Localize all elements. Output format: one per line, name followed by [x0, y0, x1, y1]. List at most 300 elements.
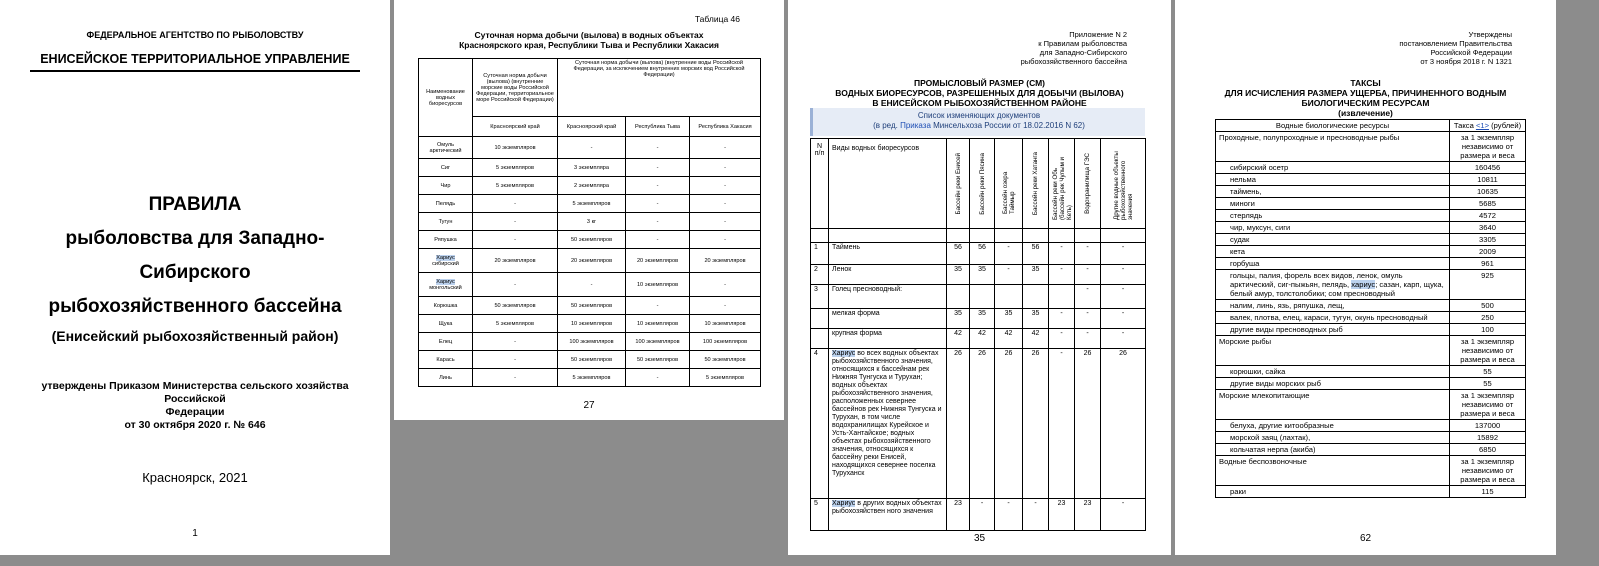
- species-cell: [829, 265, 947, 285]
- species-text: Таймень: [832, 244, 860, 251]
- size-cell: 26: [1101, 349, 1146, 499]
- norm-cell: -: [690, 137, 761, 159]
- table-row: [419, 231, 761, 249]
- resource-text: раки: [1230, 487, 1247, 496]
- resource-text: стерлядь: [1230, 211, 1263, 220]
- rate-cell: за 1 экземпляр независимо от размера и веса: [1450, 390, 1526, 420]
- resource-cell: [1216, 312, 1450, 324]
- norm-cell: 50 экземпляров: [558, 297, 626, 315]
- table-row: [811, 329, 1146, 349]
- norm-cell: -: [626, 195, 690, 213]
- resource-cell: [1216, 390, 1450, 420]
- table-row: [419, 333, 761, 351]
- resource-cell: [1216, 132, 1450, 162]
- table-row: [419, 351, 761, 369]
- species-cell: [419, 249, 473, 273]
- table-row: [1216, 222, 1526, 234]
- size-cell: 42: [970, 329, 995, 349]
- changes-suffix: Минсельхоза России от 18.02.2016 N 62): [930, 121, 1085, 130]
- resource-cell: [1216, 186, 1450, 198]
- rate-suffix: (рублей): [1489, 121, 1522, 130]
- resource-cell: [1216, 300, 1450, 312]
- table-row: [1216, 366, 1526, 378]
- table-row: [1216, 174, 1526, 186]
- footnote-link[interactable]: <1>: [1475, 121, 1490, 130]
- department-name: ЕНИСЕЙСКОЕ ТЕРРИТОРИАЛЬНОЕ УПРАВЛЕНИЕ: [30, 50, 360, 72]
- size-cell: 56: [947, 243, 970, 265]
- rate-cell: 3640: [1450, 222, 1526, 234]
- size-cell: -: [1023, 499, 1049, 531]
- species-cell: [829, 285, 947, 309]
- changes-box: [810, 108, 1145, 136]
- rate-prefix: Такса: [1453, 121, 1476, 130]
- rate-cell: 2009: [1450, 246, 1526, 258]
- size-cell: -: [995, 499, 1023, 531]
- row-number: 4: [811, 349, 829, 499]
- norm-cell: -: [626, 213, 690, 231]
- title-line: рыболовства для Западно-: [65, 228, 325, 249]
- norm-cell: 20 экземпляров: [626, 249, 690, 273]
- subheader: Красноярский край: [473, 117, 558, 137]
- species-cell: [829, 349, 947, 499]
- rate-cell: 10635: [1450, 186, 1526, 198]
- basin-label: Бассейн реки Пясина: [978, 152, 986, 215]
- row-number: [811, 309, 829, 329]
- size-cell: 23: [947, 499, 970, 531]
- size-cell: 35: [1023, 265, 1049, 285]
- page-number: 27: [583, 400, 595, 411]
- norm-cell: 10 экземпляров: [558, 315, 626, 333]
- size-cell: 35: [947, 265, 970, 285]
- norm-cell: -: [473, 333, 558, 351]
- norm-cell: 10 экземпляров: [690, 315, 761, 333]
- header-internal: Суточная норма добычи (вылова) (внутренние морские воды Российской Федерации, территориальное море Российской Федерации): [473, 59, 558, 117]
- rate-cell: 115: [1450, 486, 1526, 498]
- heading-line: БИОЛОГИЧЕСКИМ РЕСУРСАМ: [1301, 98, 1430, 108]
- damage-rates-table: [1215, 119, 1526, 498]
- order-link[interactable]: Приказа: [900, 121, 931, 130]
- table-row: [1216, 312, 1526, 324]
- size-cell: -: [1101, 309, 1146, 329]
- resource-cell: [1216, 420, 1450, 432]
- resource-text: кета: [1230, 247, 1245, 256]
- appendix-note: [1021, 30, 1127, 66]
- resource-text: налим, линь, язь, ряпушка, лещ,: [1230, 301, 1345, 310]
- norm-cell: -: [690, 297, 761, 315]
- norm-cell: 3 экземпляра: [558, 159, 626, 177]
- resource-cell: [1216, 444, 1450, 456]
- rate-cell: 5685: [1450, 198, 1526, 210]
- page-title-sheet: [0, 0, 390, 555]
- title-line: Суточная норма добычи (вылова) в водных объектах: [474, 30, 704, 40]
- resource-cell: [1216, 162, 1450, 174]
- size-cell: 56: [1023, 243, 1049, 265]
- table-row: [811, 309, 1146, 329]
- resource-cell: [1216, 324, 1450, 336]
- species-cell: Линь: [419, 369, 473, 387]
- size-cell: 26: [947, 349, 970, 499]
- norm-cell: -: [690, 159, 761, 177]
- row-number: 2: [811, 265, 829, 285]
- norm-cell: 20 экземпляров: [690, 249, 761, 273]
- rate-cell: 10811: [1450, 174, 1526, 186]
- table-row: [1216, 300, 1526, 312]
- changes-ref: [813, 121, 1145, 131]
- title-line: Сибирского: [139, 262, 251, 283]
- size-cell: 26: [995, 349, 1023, 499]
- header-basin: [970, 139, 995, 229]
- header-rate: [1450, 120, 1526, 132]
- group-row: [1216, 336, 1526, 366]
- resource-cell: [1216, 210, 1450, 222]
- size-cell: -: [1101, 499, 1146, 531]
- norm-cell: -: [626, 159, 690, 177]
- species-rest: сибирский: [432, 260, 459, 267]
- header-species: Виды водных биоресурсов: [829, 139, 947, 229]
- size-cell: -: [1049, 243, 1075, 265]
- page-number: 35: [973, 533, 986, 544]
- norm-cell: -: [626, 369, 690, 387]
- changes-title: Список изменяющих документов: [917, 111, 1041, 120]
- title-line: Красноярского края, Республики Тыва и Республики Хакасия: [459, 40, 719, 50]
- size-cell: -: [1101, 329, 1146, 349]
- norm-cell: -: [626, 177, 690, 195]
- norm-cell: -: [473, 273, 558, 297]
- rate-cell: 100: [1450, 324, 1526, 336]
- size-cell: -: [1049, 349, 1075, 499]
- size-cell: 35: [947, 309, 970, 329]
- approval-line: утверждены Приказом Министерства сельского хозяйства Российской: [41, 380, 349, 405]
- size-cell: -: [1101, 285, 1146, 309]
- agency-name: ФЕДЕРАЛЬНОЕ АГЕНТСТВО ПО РЫБОЛОВСТВУ: [86, 30, 304, 40]
- header-basin: [1049, 139, 1075, 229]
- species-cell: [419, 273, 473, 297]
- norm-cell: -: [626, 231, 690, 249]
- rate-cell: 160456: [1450, 162, 1526, 174]
- table-row: [1216, 258, 1526, 270]
- resource-cell: [1216, 246, 1450, 258]
- species-text: Голец пресноводный:: [832, 286, 903, 293]
- resource-text: Проходные, полупроходные и пресноводные рыбы: [1219, 133, 1400, 142]
- norm-cell: 100 экземпляров: [558, 333, 626, 351]
- resource-text: другие виды пресноводных рыб: [1230, 325, 1343, 334]
- norm-cell: 5 экземпляров: [690, 369, 761, 387]
- norm-cell: -: [558, 273, 626, 297]
- section-heading: [808, 78, 1151, 108]
- table-row: [811, 499, 1146, 531]
- resource-cell: [1216, 486, 1450, 498]
- resource-text: другие виды морских рыб: [1230, 379, 1321, 388]
- subheader: Республика Хакасия: [690, 117, 761, 137]
- species-text: во всех водных объектах рыбохозяйственного значения, относящихся к бассейнам рек Нижняя Тунгуска и Турухан; водных объектах рыбохозяйственного значения, расположенных севернее бассейнов рек Нижняя Тунгуска и Турухан, в том числе водохранилищах Курейское и Усть-Хантайское; водных объектах рыбохозяйственного значения, относящихся к бассейну реки Енисей, находящихся севернее поселка Туруханск: [832, 350, 942, 477]
- header-resources: Водные биологические ресурсы: [1216, 120, 1450, 132]
- resource-text: чир, муксун, сиги: [1230, 223, 1291, 232]
- norm-cell: -: [690, 273, 761, 297]
- resource-text: сибирский осетр: [1230, 163, 1289, 172]
- resource-text: гольцы, палия, форель всех видов, ленок, омуль арктический, сиг-пыжьян, пелядь,: [1230, 271, 1403, 289]
- resource-text: судак: [1230, 235, 1250, 244]
- resource-text: горбуша: [1230, 259, 1260, 268]
- size-cell: [970, 285, 995, 309]
- resource-rest: ; сазан, карп, щука, белый амур, толстолобики; сом пресноводный: [1230, 280, 1444, 298]
- species-text: Ленок: [832, 266, 852, 273]
- title-line: ПРАВИЛА: [148, 194, 242, 215]
- size-cell: 26: [1023, 349, 1049, 499]
- norm-cell: 20 экземпляров: [473, 249, 558, 273]
- rate-cell: 250: [1450, 312, 1526, 324]
- table-row: [1216, 210, 1526, 222]
- header-n: N п/п: [811, 139, 829, 229]
- size-cell: [947, 285, 970, 309]
- table-row: [1216, 270, 1526, 300]
- resource-text: белуха, другие китообразные: [1230, 421, 1334, 430]
- empty-cell: [970, 229, 995, 243]
- resource-text: таймень,: [1230, 187, 1262, 196]
- species-text: в других водных объектах рыбохозяйствен ного значения: [832, 500, 942, 515]
- header-basin: [1101, 139, 1146, 229]
- rate-cell: 500: [1450, 300, 1526, 312]
- table-row: [1216, 234, 1526, 246]
- resource-text: Морские млекопитающие: [1219, 391, 1310, 400]
- species-cell: Щука: [419, 315, 473, 333]
- resource-cell: [1216, 432, 1450, 444]
- resource-cell: [1216, 234, 1450, 246]
- table-row: [1216, 162, 1526, 174]
- approval-note: [10, 380, 380, 432]
- resource-cell: [1216, 198, 1450, 210]
- size-cell: -: [1075, 265, 1101, 285]
- approval-line: Российской Федерации: [1430, 48, 1512, 57]
- norm-cell: 50 экземпляров: [626, 351, 690, 369]
- norm-cell: -: [473, 369, 558, 387]
- norm-cell: -: [690, 231, 761, 249]
- heading-line: ДЛЯ ИСЧИСЛЕНИЯ РАЗМЕРА УЩЕРБА, ПРИЧИНЕННОГО ВОДНЫМ: [1224, 88, 1507, 98]
- resource-text: валек, плотва, елец, караси, тугун, окунь пресноводный: [1230, 313, 1428, 322]
- norm-cell: -: [690, 213, 761, 231]
- table-number: Таблица 46: [694, 14, 740, 24]
- rate-cell: 4572: [1450, 210, 1526, 222]
- header-basin: [995, 139, 1023, 229]
- table-row: [1216, 486, 1526, 498]
- size-cell: -: [1049, 309, 1075, 329]
- region-subtitle: (Енисейский рыбохозяйственный район): [51, 328, 339, 344]
- table-row: [419, 369, 761, 387]
- heading-line: (извлечение): [1338, 108, 1393, 118]
- species-rest: монгольский: [429, 284, 462, 291]
- size-cell: 35: [970, 265, 995, 285]
- empty-cell: [995, 229, 1023, 243]
- size-cell: 42: [1023, 329, 1049, 349]
- table-row: [1216, 420, 1526, 432]
- norm-cell: 5 экземпляров: [558, 195, 626, 213]
- resource-cell: [1216, 258, 1450, 270]
- size-cell: 35: [995, 309, 1023, 329]
- species-cell: [829, 309, 947, 329]
- norm-cell: -: [690, 177, 761, 195]
- group-row: [1216, 132, 1526, 162]
- approval-line: от 30 октября 2020 г. № 646: [124, 419, 266, 431]
- heading-line: ПРОМЫСЛОВЫЙ РАЗМЕР (СМ): [913, 78, 1046, 88]
- empty-cell: [1101, 229, 1146, 243]
- table-row: [419, 137, 761, 159]
- table-row: [1216, 246, 1526, 258]
- approval-line: постановлением Правительства: [1399, 39, 1512, 48]
- table-row: [1216, 198, 1526, 210]
- size-cell: -: [995, 265, 1023, 285]
- resource-text: кольчатая нерпа (акиба): [1230, 445, 1316, 454]
- size-cell: 23: [1075, 499, 1101, 531]
- size-cell: [1049, 285, 1075, 309]
- highlight: Хариус: [832, 350, 856, 357]
- size-cell: [995, 285, 1023, 309]
- norm-cell: -: [558, 137, 626, 159]
- table-row: [811, 243, 1146, 265]
- basin-label: Водохранилища ГЭС: [1084, 153, 1091, 214]
- table-row: [1216, 432, 1526, 444]
- approval-line: от 3 ноября 2018 г. N 1321: [1420, 57, 1512, 66]
- rate-cell: 3305: [1450, 234, 1526, 246]
- table-row: [1216, 186, 1526, 198]
- size-cell: -: [995, 243, 1023, 265]
- norm-cell: -: [690, 195, 761, 213]
- table-row: [1216, 324, 1526, 336]
- empty-cell: [1075, 229, 1101, 243]
- table-row: [419, 315, 761, 333]
- header-external: Суточная норма добычи (вылова) (внутренние воды Российской Федерации, за исключением внутренних морских вод Российской Федерации): [558, 59, 761, 117]
- resource-text: Морские рыбы: [1219, 337, 1272, 346]
- size-cell: 42: [995, 329, 1023, 349]
- page-damage-rates: [1175, 0, 1556, 555]
- section-heading: [1195, 78, 1536, 118]
- rate-cell: 55: [1450, 378, 1526, 390]
- species-cell: [829, 499, 947, 531]
- empty-cell: [829, 229, 947, 243]
- resource-text: морской заяц (лахтак),: [1230, 433, 1311, 442]
- row-number: [811, 329, 829, 349]
- highlight: Хариус: [436, 254, 455, 261]
- norm-cell: 5 экземпляров: [473, 315, 558, 333]
- heading-line: ТАКСЫ: [1350, 78, 1381, 88]
- empty-cell: [947, 229, 970, 243]
- size-cell: -: [1049, 265, 1075, 285]
- rate-cell: 137000: [1450, 420, 1526, 432]
- table-row: [811, 349, 1146, 499]
- heading-line: ВОДНЫХ БИОРЕСУРСОВ, РАЗРЕШЕННЫХ ДЛЯ ДОБЫЧИ (ВЫЛОВА): [835, 88, 1124, 98]
- approval-note: [1399, 30, 1512, 66]
- norm-cell: 100 экземпляров: [690, 333, 761, 351]
- commercial-size-table: [810, 138, 1146, 531]
- resource-text: корюшки, сайка: [1230, 367, 1286, 376]
- appendix-line: для Западно-Сибирского: [1039, 48, 1127, 57]
- size-cell: -: [1075, 329, 1101, 349]
- norm-cell: 5 экземпляров: [473, 177, 558, 195]
- resource-cell: [1216, 270, 1450, 300]
- resource-cell: [1216, 366, 1450, 378]
- page-number: 1: [192, 528, 198, 539]
- table-row: [811, 265, 1146, 285]
- basin-label: Бассейн реки Хатанга: [1032, 151, 1039, 216]
- approval-line: Утверждены: [1468, 30, 1512, 39]
- species-cell: Ряпушка: [419, 231, 473, 249]
- norm-cell: -: [626, 137, 690, 159]
- norm-cell: 50 экземпляров: [558, 231, 626, 249]
- norm-cell: 5 экземпляров: [473, 159, 558, 177]
- norm-cell: 10 экземпляров: [626, 273, 690, 297]
- species-text: крупная форма: [832, 330, 882, 337]
- size-cell: -: [1075, 243, 1101, 265]
- empty-cell: [811, 229, 829, 243]
- city-year: Красноярск, 2021: [142, 470, 248, 485]
- rate-cell: 15892: [1450, 432, 1526, 444]
- appendix-line: Приложение N 2: [1069, 30, 1127, 39]
- size-cell: 56: [970, 243, 995, 265]
- daily-norm-table: [418, 58, 761, 387]
- norm-cell: -: [473, 195, 558, 213]
- norm-cell: 50 экземпляров: [473, 297, 558, 315]
- norm-cell: 5 экземпляров: [558, 369, 626, 387]
- species-cell: Тугун: [419, 213, 473, 231]
- size-cell: 23: [1049, 499, 1075, 531]
- resource-cell: [1216, 174, 1450, 186]
- size-cell: -: [1075, 309, 1101, 329]
- header-name: Наименование водных биоресурсов: [419, 59, 473, 137]
- empty-cell: [1023, 229, 1049, 243]
- title-line: рыбохозяйственного бассейна: [48, 296, 342, 317]
- norm-cell: 2 экземпляра: [558, 177, 626, 195]
- size-cell: -: [1101, 265, 1146, 285]
- norm-cell: 10 экземпляров: [626, 315, 690, 333]
- highlight: Хариус: [436, 278, 455, 285]
- size-cell: -: [1075, 285, 1101, 309]
- table-row: [419, 195, 761, 213]
- table-row: [419, 273, 761, 297]
- rate-cell: 6850: [1450, 444, 1526, 456]
- species-cell: Чир: [419, 177, 473, 195]
- norm-cell: 10 экземпляров: [473, 137, 558, 159]
- header-basin: [947, 139, 970, 229]
- norm-cell: 3 кг: [558, 213, 626, 231]
- table-row: [1216, 378, 1526, 390]
- norm-cell: 50 экземпляров: [690, 351, 761, 369]
- species-cell: Омуль арктический: [419, 137, 473, 159]
- table-row: [419, 177, 761, 195]
- empty-cell: [1049, 229, 1075, 243]
- species-cell: Елец: [419, 333, 473, 351]
- size-cell: 26: [970, 349, 995, 499]
- resource-text: миноги: [1230, 199, 1255, 208]
- highlight: хариус: [1351, 280, 1376, 289]
- norm-cell: -: [626, 297, 690, 315]
- table-title: [414, 30, 764, 50]
- page-daily-norm: [394, 0, 784, 420]
- heading-line: В ЕНИСЕЙСКОМ РЫБОХОЗЯЙСТВЕННОМ РАЙОНЕ: [872, 98, 1087, 108]
- size-cell: 26: [1075, 349, 1101, 499]
- resource-text: нельма: [1230, 175, 1256, 184]
- subheader: Красноярский край: [558, 117, 626, 137]
- header-basin: [1023, 139, 1049, 229]
- table-row: [811, 285, 1146, 309]
- size-cell: 35: [1023, 309, 1049, 329]
- size-cell: -: [1049, 329, 1075, 349]
- row-number: 5: [811, 499, 829, 531]
- norm-cell: 50 экземпляров: [558, 351, 626, 369]
- resource-cell: [1216, 222, 1450, 234]
- rate-cell: 55: [1450, 366, 1526, 378]
- table-row: [1216, 444, 1526, 456]
- resource-cell: [1216, 456, 1450, 486]
- appendix-line: к Правилам рыболовства: [1038, 39, 1127, 48]
- species-cell: [829, 243, 947, 265]
